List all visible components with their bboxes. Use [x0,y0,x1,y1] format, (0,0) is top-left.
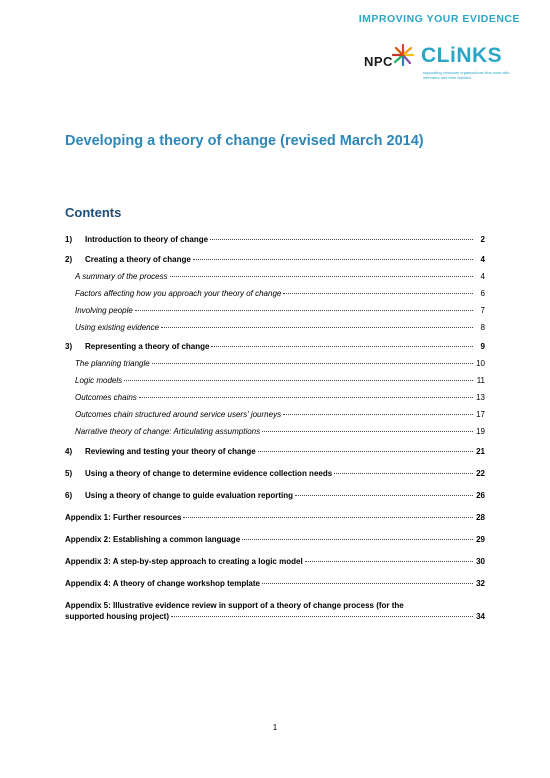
toc-entry[interactable] [65,490,485,502]
toc-text: Factors affecting how you approach your theory of change [75,289,282,298]
contents-heading: Contents [65,205,122,220]
toc-page: 9 [480,342,485,351]
toc-text: Narrative theory of change: Articulating assumptions [75,427,261,436]
toc-entry[interactable] [65,254,485,266]
toc-page: 6 [480,289,485,298]
toc-number: 1) [65,235,73,244]
toc-text: Outcomes chain structured around service users' journeys [75,410,282,419]
toc-page: 29 [476,535,485,544]
toc-leader [171,616,473,617]
toc-entry[interactable] [65,446,485,458]
toc-text: Involving people [75,306,133,315]
toc-page: 10 [476,359,485,368]
toc-text: Representing a theory of change [85,342,210,351]
toc-page: 34 [476,612,485,621]
toc-appendix-entry[interactable] [65,578,485,590]
toc-leader [305,561,473,562]
toc-leader [211,346,473,347]
toc-text: The planning triangle [75,359,150,368]
toc-appendix-entry[interactable] [65,534,485,546]
toc-subentry[interactable] [65,288,485,300]
toc-page: 28 [476,513,485,522]
toc-text: Appendix 3: A step-by-step approach to creating a logic model [65,557,303,566]
toc-page: 13 [476,393,485,402]
toc-leader [210,239,473,240]
toc-page: 26 [476,491,485,500]
toc-appendix-entry[interactable] [65,600,485,622]
toc-entry[interactable] [65,341,485,353]
toc-page: 4 [480,255,485,264]
toc-text-line1: Appendix 5: Illustrative evidence review in support of a theory of change process (for the [65,601,404,610]
toc-leader [193,259,473,260]
header-tagline: IMPROVING YOUR EVIDENCE [358,13,520,25]
toc-number: 4) [65,447,73,456]
toc-subentry[interactable] [65,392,485,404]
toc-text: Introduction to theory of change [85,235,209,244]
document-title: Developing a theory of change (revised March 2014) [65,133,424,149]
toc-text: Using a theory of change to guide evaluation reporting [85,491,294,500]
toc-leader [170,276,473,277]
toc-page: 17 [476,410,485,419]
toc-number: 3) [65,342,73,351]
toc-subentry[interactable] [65,426,485,438]
toc-leader [135,310,473,311]
toc-text: Reviewing and testing your theory of change [85,447,256,456]
toc-text: Logic models [75,376,123,385]
toc-subentry[interactable] [65,322,485,334]
toc-leader [295,495,473,496]
toc-number: 6) [65,491,73,500]
toc-text: Using a theory of change to determine evidence collection needs [85,469,333,478]
toc-entry[interactable] [65,234,485,246]
toc-leader [161,327,473,328]
toc-line2 [65,611,485,622]
toc-appendix-entry[interactable] [65,556,485,568]
toc-leader [242,539,473,540]
toc-subentry[interactable] [65,409,485,421]
table-of-contents [65,234,485,622]
toc-subentry[interactable] [65,375,485,387]
toc-leader [258,451,473,452]
toc-page: 19 [476,427,485,436]
toc-number: 2) [65,255,73,264]
toc-leader [262,431,473,432]
toc-leader [124,380,473,381]
toc-text: Outcomes chains [75,393,137,402]
toc-text: Creating a theory of change [85,255,191,264]
partner-logos [364,44,514,88]
toc-leader [283,414,473,415]
toc-leader [139,397,473,398]
toc-leader [334,473,473,474]
toc-leader [152,363,473,364]
toc-page: 22 [476,469,485,478]
toc-text: Appendix 1: Further resources [65,513,182,522]
toc-text-line2: supported housing project) [65,612,169,621]
toc-page: 11 [476,376,485,385]
toc-page: 4 [480,272,485,281]
toc-text: Appendix 2: Establishing a common language [65,535,241,544]
toc-page: 30 [476,557,485,566]
toc-leader [262,583,473,584]
toc-text: Using existing evidence [75,323,160,332]
npc-logo: NPC [364,54,393,69]
toc-subentry[interactable] [65,271,485,283]
toc-text: Appendix 4: A theory of change workshop template [65,579,260,588]
toc-page: 8 [480,323,485,332]
toc-appendix-entry[interactable] [65,512,485,524]
npc-star-icon [392,44,414,66]
toc-page: 21 [476,447,485,456]
toc-leader [283,293,473,294]
toc-page: 2 [480,235,485,244]
clinks-logo: CLiNKS [421,44,503,67]
toc-leader [183,517,473,518]
toc-subentry[interactable] [65,358,485,370]
toc-entry[interactable] [65,468,485,480]
toc-subentry[interactable] [65,305,485,317]
toc-text: A summary of the process [75,272,168,281]
page-number: 1 [272,723,278,732]
clinks-subtitle: supporting voluntary organisations that work with offenders and their families [423,70,510,80]
toc-number: 5) [65,469,73,478]
toc-page: 32 [476,579,485,588]
toc-page: 7 [480,306,485,315]
